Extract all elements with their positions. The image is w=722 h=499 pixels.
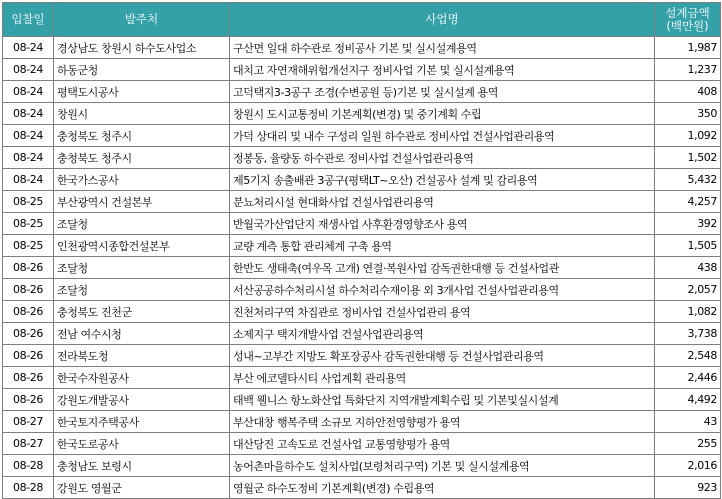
amount-cell: 5,432 xyxy=(655,169,721,191)
client-cell: 전남 여수시청 xyxy=(54,323,230,345)
header-project: 사업명 xyxy=(230,3,655,37)
table-row xyxy=(3,345,721,367)
table-row xyxy=(3,433,721,455)
date-cell: 08-24 xyxy=(3,37,54,59)
amount-cell: 1,502 xyxy=(655,147,721,169)
client-cell: 전라북도청 xyxy=(54,345,230,367)
client-cell: 조달청 xyxy=(54,279,230,301)
amount-cell: 2,016 xyxy=(655,455,721,477)
project-cell: 정봉동, 율량동 하수관로 정비사업 건설사업관리용역 xyxy=(230,147,655,169)
project-cell: 부산대창 행복주택 소규모 지하안전영향평가 용역 xyxy=(230,411,655,433)
date-cell: 08-24 xyxy=(3,81,54,103)
project-cell: 영월군 하수도정비 기본계획(변경) 수립용역 xyxy=(230,477,655,499)
project-cell: 고덕택지3-3공구 조경(수변공원 등)기본 및 실시설계 용역 xyxy=(230,81,655,103)
client-cell: 조달청 xyxy=(54,257,230,279)
date-cell: 08-26 xyxy=(3,389,54,411)
table-row xyxy=(3,235,721,257)
date-cell: 08-25 xyxy=(3,213,54,235)
project-cell: 반월국가산업단지 재생사업 사후환경영향조사 용역 xyxy=(230,213,655,235)
header-row xyxy=(3,3,721,37)
table-row xyxy=(3,81,721,103)
header-client: 발주처 xyxy=(54,3,230,37)
project-cell: 구산면 일대 하수관로 정비공사 기본 및 실시설계용역 xyxy=(230,37,655,59)
client-cell: 충청북도 청주시 xyxy=(54,147,230,169)
client-cell: 평택도시공사 xyxy=(54,81,230,103)
amount-cell: 1,987 xyxy=(655,37,721,59)
project-cell: 제5기지 송출배관 3공구(평택LT~오산) 건설공사 설계 및 감리용역 xyxy=(230,169,655,191)
client-cell: 하동군청 xyxy=(54,59,230,81)
date-cell: 08-24 xyxy=(3,147,54,169)
table-row xyxy=(3,103,721,125)
table-row xyxy=(3,323,721,345)
table-row xyxy=(3,59,721,81)
date-cell: 08-28 xyxy=(3,477,54,499)
amount-cell: 4,257 xyxy=(655,191,721,213)
client-cell: 한국수자원공사 xyxy=(54,367,230,389)
table-row xyxy=(3,477,721,499)
project-cell: 성내~고부간 지방도 확포장공사 감독권한대행 등 건설사업관리용역 xyxy=(230,345,655,367)
amount-cell: 3,738 xyxy=(655,323,721,345)
amount-cell: 43 xyxy=(655,411,721,433)
client-cell: 인천광역시종합건설본부 xyxy=(54,235,230,257)
table-row xyxy=(3,455,721,477)
client-cell: 경상남도 창원시 하수도사업소 xyxy=(54,37,230,59)
client-cell: 부산광역시 건설본부 xyxy=(54,191,230,213)
date-cell: 08-28 xyxy=(3,455,54,477)
date-cell: 08-24 xyxy=(3,103,54,125)
table-row xyxy=(3,169,721,191)
date-cell: 08-26 xyxy=(3,301,54,323)
client-cell: 조달청 xyxy=(54,213,230,235)
date-cell: 08-26 xyxy=(3,345,54,367)
project-cell: 대산당진 고속도로 건설사업 교통영향평가 용역 xyxy=(230,433,655,455)
amount-cell: 2,548 xyxy=(655,345,721,367)
amount-cell: 1,237 xyxy=(655,59,721,81)
client-cell: 강원도 영월군 xyxy=(54,477,230,499)
client-cell: 충청북도 청주시 xyxy=(54,125,230,147)
amount-cell: 438 xyxy=(655,257,721,279)
amount-cell: 408 xyxy=(655,81,721,103)
date-cell: 08-26 xyxy=(3,367,54,389)
bid-table xyxy=(2,2,721,499)
amount-cell: 350 xyxy=(655,103,721,125)
table-row xyxy=(3,191,721,213)
amount-cell: 2,446 xyxy=(655,367,721,389)
date-cell: 08-24 xyxy=(3,59,54,81)
project-cell: 진천처리구역 차집관로 정비사업 건설사업관리 용역 xyxy=(230,301,655,323)
client-cell: 창원시 xyxy=(54,103,230,125)
project-cell: 태백 웰니스 항노화산업 특화단지 지역개발계획수립 및 기본및실시설계 xyxy=(230,389,655,411)
table-row xyxy=(3,213,721,235)
client-cell: 충청남도 보령시 xyxy=(54,455,230,477)
table-body xyxy=(3,37,721,499)
project-cell: 분뇨처리시설 현대화사업 건설사업관리용역 xyxy=(230,191,655,213)
amount-cell: 2,057 xyxy=(655,279,721,301)
table-row xyxy=(3,411,721,433)
table-row xyxy=(3,257,721,279)
header-amount-line2: (백만원) xyxy=(666,18,709,33)
date-cell: 08-25 xyxy=(3,235,54,257)
project-cell: 소제지구 택지개발사업 건설사업관리용역 xyxy=(230,323,655,345)
client-cell: 한국가스공사 xyxy=(54,169,230,191)
header-amount-line1: 설계금액 xyxy=(665,5,710,20)
date-cell: 08-27 xyxy=(3,433,54,455)
date-cell: 08-26 xyxy=(3,279,54,301)
date-cell: 08-26 xyxy=(3,257,54,279)
amount-cell: 1,082 xyxy=(655,301,721,323)
table-row xyxy=(3,301,721,323)
project-cell: 한반도 생태축(여우목 고개) 연결·복원사업 감독권한대행 등 건설사업관 xyxy=(230,257,655,279)
amount-cell: 1,092 xyxy=(655,125,721,147)
amount-cell: 255 xyxy=(655,433,721,455)
amount-cell: 1,505 xyxy=(655,235,721,257)
project-cell: 가덕 상대리 및 내수 구성리 일원 하수관로 정비사업 건설사업관리용역 xyxy=(230,125,655,147)
table-row xyxy=(3,367,721,389)
table-row xyxy=(3,147,721,169)
client-cell: 한국도로공사 xyxy=(54,433,230,455)
project-cell: 서산공공하수처리시설 하수처리수재이용 외 3개사업 건설사업관리용역 xyxy=(230,279,655,301)
project-cell: 창원시 도시교통정비 기본계획(변경) 및 중기계획 수립 xyxy=(230,103,655,125)
project-cell: 대치고 자연재해위험개선지구 정비사업 기본 및 실시설계용역 xyxy=(230,59,655,81)
table-row xyxy=(3,37,721,59)
table-row xyxy=(3,389,721,411)
project-cell: 농어촌마을하수도 설치사업(보령처리구역) 기본 및 실시설계용역 xyxy=(230,455,655,477)
client-cell: 충청북도 진천군 xyxy=(54,301,230,323)
amount-cell: 923 xyxy=(655,477,721,499)
date-cell: 08-26 xyxy=(3,323,54,345)
project-cell: 부산 에코델타시티 사업계획 관리용역 xyxy=(230,367,655,389)
date-cell: 08-27 xyxy=(3,411,54,433)
table-row xyxy=(3,279,721,301)
amount-cell: 392 xyxy=(655,213,721,235)
client-cell: 한국토지주택공사 xyxy=(54,411,230,433)
client-cell: 강원도개발공사 xyxy=(54,389,230,411)
amount-cell: 4,492 xyxy=(655,389,721,411)
date-cell: 08-25 xyxy=(3,191,54,213)
table-row xyxy=(3,125,721,147)
date-cell: 08-24 xyxy=(3,169,54,191)
date-cell: 08-24 xyxy=(3,125,54,147)
project-cell: 교량 계측 통합 관리체계 구축 용역 xyxy=(230,235,655,257)
header-date: 입찰일 xyxy=(3,3,54,37)
header-amount xyxy=(655,3,721,37)
